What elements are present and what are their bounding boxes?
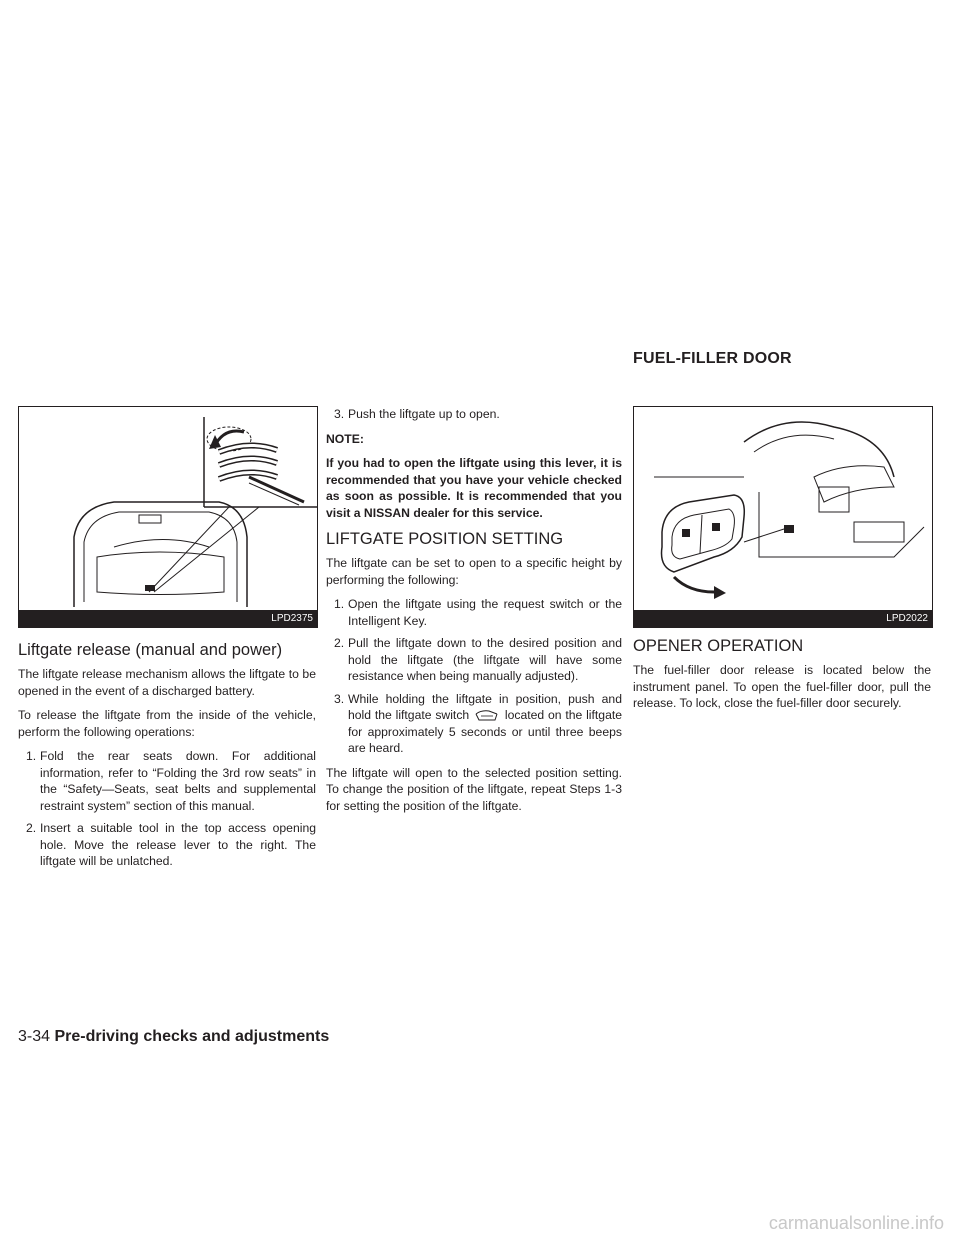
steps-list: [326, 406, 622, 423]
step-text: While holding the liftgate in position, push and hold the liftgate switch: [348, 691, 622, 722]
column-liftgate-position: [326, 406, 622, 822]
column-liftgate-release: [18, 640, 316, 878]
list-item: [326, 596, 622, 629]
step-number: 2.: [26, 821, 37, 835]
liftgate-illustration: [19, 407, 317, 627]
paragraph: To release the liftgate from the inside of the vehicle, perform the following operations:: [18, 708, 316, 739]
list-item: [326, 635, 622, 685]
liftgate-release-figure: [18, 406, 318, 628]
figure-label: LPD2022: [634, 610, 932, 627]
note-heading: NOTE:: [326, 431, 364, 446]
list-item: [18, 748, 316, 814]
figure-label: LPD2375: [19, 610, 317, 627]
paragraph: The liftgate will open to the selected position setting. To change the position of the liftgate, repeat Steps 1-3 for setting the position of the liftgate.: [326, 765, 622, 813]
step-number: 3.: [334, 407, 345, 421]
step-number: 1.: [26, 749, 37, 763]
liftgate-switch-icon: [473, 709, 501, 723]
step-text: Pull the liftgate down to the desired position and hold the liftgate (the liftgate will have some resistance when being manually adjusted).: [348, 636, 622, 683]
note-body: If you had to open the liftgate using this lever, it is recommended that you have your vehicle checked as soon as possible. It is recommended that you visit a NISSAN dealer for this service.: [326, 456, 622, 520]
list-item: [18, 820, 316, 870]
list-item: [326, 691, 622, 757]
watermark: carmanualsonline.info: [768, 1213, 944, 1233]
step-number: 3.: [334, 691, 345, 706]
column-opener-operation: [633, 636, 931, 720]
page-footer: [18, 1028, 329, 1046]
paragraph: The liftgate can be set to open to a specific height by performing the following:: [326, 556, 622, 587]
fuel-filler-illustration: [634, 407, 932, 627]
list-item: [326, 406, 622, 423]
step-number: 2.: [334, 636, 345, 650]
heading-liftgate-position-setting: LIFTGATE POSITION SETTING: [326, 530, 564, 548]
step-text: Insert a suitable tool in the top access opening hole. Move the release lever to the right. The liftgate will be unlatched.: [40, 821, 316, 868]
paragraph: The liftgate release mechanism allows the liftgate to be opened in the event of a discharged battery.: [18, 667, 316, 698]
step-text: Fold the rear seats down. For additional information, refer to “Folding the 3rd row seats” in the “Safety—Seats, seat belts and supplemental restraint system” section of this manual.: [40, 749, 316, 813]
steps-list: [326, 596, 622, 757]
paragraph: The fuel-filler door release is located below the instrument panel. To open the fuel-filler door, pull the release. To lock, close the fuel-filler door securely.: [633, 663, 931, 710]
step-text: located on the liftgate for approximately 5 seconds or until three beeps are heard.: [348, 708, 623, 755]
fuel-filler-figure: [633, 406, 933, 628]
step-text: Open the liftgate using the request switch or the Intelligent Key.: [348, 597, 622, 628]
step-number: 1.: [334, 597, 345, 611]
page-number: 3-34: [18, 1028, 51, 1045]
heading-liftgate-release: Liftgate release (manual and power): [18, 641, 283, 659]
step-text: Push the liftgate up to open.: [348, 407, 500, 421]
section-title: FUEL-FILLER DOOR: [633, 350, 792, 367]
chapter-title: Pre-driving checks and adjustments: [54, 1028, 330, 1045]
steps-list: [18, 748, 316, 870]
heading-opener-operation: OPENER OPERATION: [633, 637, 804, 655]
